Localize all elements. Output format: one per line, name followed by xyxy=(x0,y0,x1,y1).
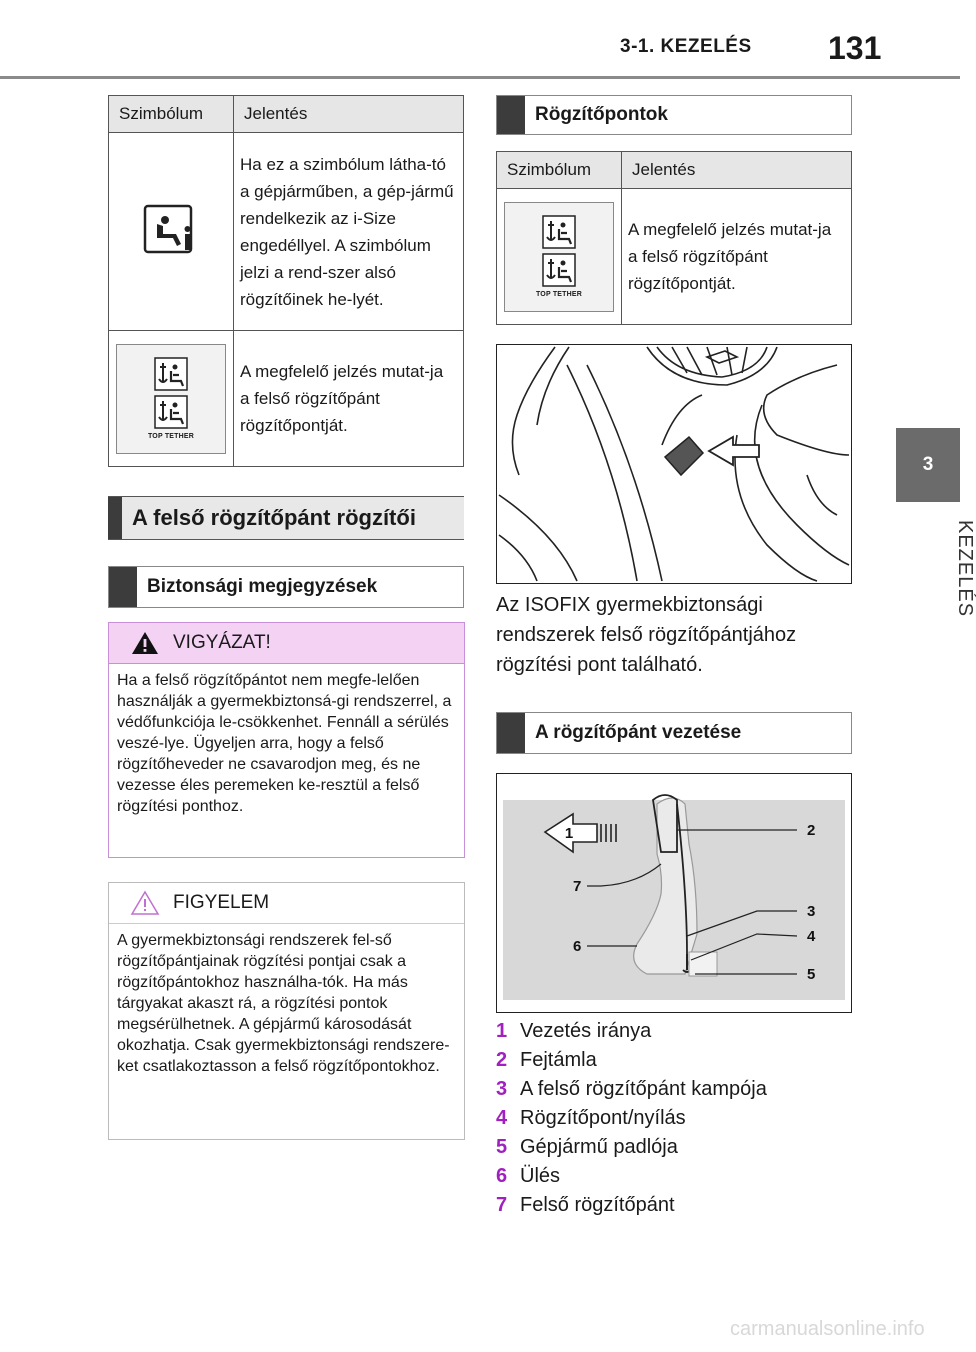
symbol-column-header: Szimbólum xyxy=(109,96,234,133)
section-heading-points xyxy=(496,95,852,135)
legend-item: 7 Felső rögzítőpánt xyxy=(496,1194,675,1216)
page-number: 131 xyxy=(828,30,882,66)
top-tether-symbol-cell xyxy=(109,331,234,467)
diagram-number-7: 7 xyxy=(573,878,582,895)
diagram-number-2: 2 xyxy=(807,822,816,839)
notice-title: FIGYELEM xyxy=(173,892,270,913)
top-tether-meaning: A megfelelő jelzés mutat-ja a felső rögzítőpánt rögzítőpontját. xyxy=(234,331,464,467)
anchor-seat-icon-2 xyxy=(154,395,188,429)
symbol-table-1 xyxy=(108,95,464,467)
diagram-number-1: 1 xyxy=(564,825,574,842)
anchor-seat-icon xyxy=(154,357,188,391)
legend-item: 6 Ülés xyxy=(496,1165,561,1187)
top-tether-label-2: TOP TETHER xyxy=(535,291,583,298)
section-heading-safety xyxy=(108,566,464,608)
header-rule xyxy=(0,76,960,79)
diagram-legend xyxy=(496,1017,876,1220)
chapter-tab-label: KEZELÉS xyxy=(954,520,976,618)
caution-icon xyxy=(131,890,159,916)
section-title-safety: Biztonsági megjegyzések xyxy=(147,576,378,597)
section-title-main: A felső rögzítőpánt rögzítői xyxy=(132,505,416,530)
warning-title: VIGYÁZAT! xyxy=(173,632,271,653)
warning-header xyxy=(109,623,464,664)
diagram-number-3: 3 xyxy=(807,903,816,920)
top-tether-meaning-2: A megfelelő jelzés mutat-ja a felső rögzítőpánt rögzítőpontját. xyxy=(622,189,852,325)
section-title-routing: A rögzítőpánt vezetése xyxy=(535,722,742,743)
isize-symbol-icon xyxy=(143,204,199,260)
anchor-seat-icon-4 xyxy=(542,253,576,287)
section-title-points: Rögzítőpontok xyxy=(535,104,668,125)
anchor-caption: Az ISOFIX gyermekbiztonsági rendszerek felső rögzítőpántjához rögzítési pont található. xyxy=(496,594,797,676)
diagram-number-5: 5 xyxy=(807,966,816,983)
notice-header xyxy=(109,883,464,924)
isize-symbol-cell xyxy=(109,133,234,331)
warning-icon xyxy=(131,630,159,656)
legend-item: 4 Rögzítőpont/nyílás xyxy=(496,1107,686,1129)
chapter-title: 3-1. KEZELÉS xyxy=(620,36,752,57)
meaning-column-header: Jelentés xyxy=(234,96,464,133)
legend-item: 3 A felső rögzítőpánt kampója xyxy=(496,1078,767,1100)
top-tether-symbol-cell-2 xyxy=(497,189,622,325)
anchor-seat-icon-3 xyxy=(542,215,576,249)
legend-item: 5 Gépjármű padlója xyxy=(496,1136,678,1158)
watermark: carmanualsonline.info xyxy=(730,1318,925,1340)
anchor-point-illustration xyxy=(496,344,852,584)
symbol-table-2 xyxy=(496,151,852,325)
legend-item: 1 Vezetés iránya xyxy=(496,1020,652,1042)
top-tether-label: TOP TETHER xyxy=(147,433,195,440)
legend-item: 2 Fejtámla xyxy=(496,1049,597,1071)
chapter-tab[interactable]: 3 xyxy=(896,428,960,502)
isize-meaning: Ha ez a szimbólum látha-tó a gépjárműben, a gép-jármű rendelkezik az i-Size engedéllyel. A szimbólum jelzi a rend-szer alsó rögzítőinek he-lyét. xyxy=(234,133,464,331)
notice-body: A gyermekbiztonsági rendszerek fel-ső rögzítőpántjainak rögzítési pontjai csak a rögzítőpántokhoz használha-tók. Ha más tárgyakat akaszt rá, a rögzítési pontok megsérülhetnek. A gépjármű károsodását okozhatja. Csak gyermekbiztonsági rendszere-ket csatlakoztasson a felső rögzítőpontokhoz. xyxy=(117,932,450,1075)
diagram-number-6: 6 xyxy=(573,938,582,955)
warning-body: Ha a felső rögzítőpántot nem megfe-lelően használják a gyermekbiztonsá-gi rendszerrel, a védőfunkciója le-csökkenhet. Fennáll a sérülés veszé-lye. Ügyeljen arra, hogy a felső rögzítőheveder ne csavarodjon meg, és ne vezesse éles peremeken ke-resztül a felső rögzítési ponthoz. xyxy=(117,672,452,815)
section-heading-main xyxy=(108,496,464,540)
anchor-illustration-drawing xyxy=(497,345,851,583)
diagram-number-4: 4 xyxy=(807,928,816,945)
meaning-column-header-2: Jelentés xyxy=(622,152,852,189)
notice-box xyxy=(108,882,465,1140)
routing-diagram-drawing xyxy=(497,774,851,1012)
section-heading-routing xyxy=(496,712,852,754)
warning-box xyxy=(108,622,465,858)
strap-routing-diagram xyxy=(496,773,852,1013)
symbol-column-header-2: Szimbólum xyxy=(497,152,622,189)
